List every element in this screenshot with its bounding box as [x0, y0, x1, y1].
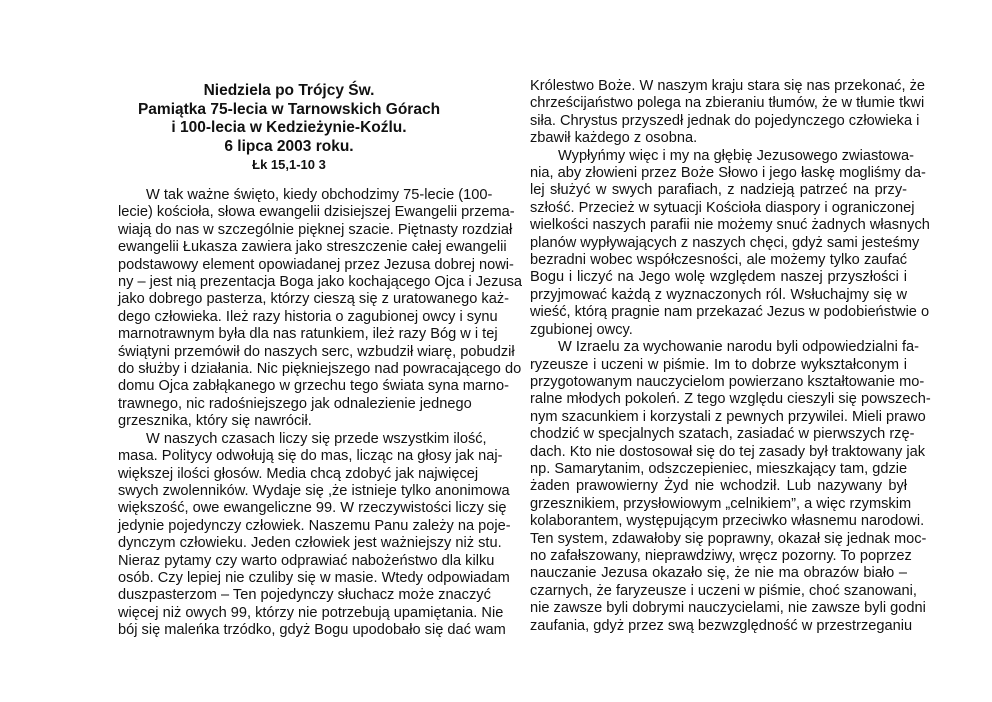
text-line: W Izraelu za wychowanie narodu byli odpowiedzialni fa-: [558, 339, 919, 356]
right-column: [530, 78, 931, 635]
text-line: nie zawsze byli dobrymi nauczycielami, nie zawsze byli godni: [530, 600, 926, 617]
left-column: [118, 82, 523, 640]
text-line: szłość. Przecież w sytuacji Kościoła diaspory i ograniczonej: [530, 199, 915, 216]
text-line: czarnych, że faryzeusze i uczeni w piśmie, choć szanowani,: [530, 582, 917, 599]
text-line: zgubionej owcy.: [530, 321, 633, 338]
text-line: chodzić w specjalnych szatach, zasiadać w pierwszych rzę-: [530, 426, 915, 443]
text-line: duszpasterzom – Ten pojedynczy słuchacz może znaczyć: [118, 587, 491, 604]
text-line: wiają do nas w szczególnie pięknej szacie. Piętnasty rozdział: [118, 221, 513, 238]
text-line: wielkości naszych parafii nie możemy snuć żadnych własnych: [530, 217, 930, 234]
left-column-text: [118, 187, 523, 640]
text-line: bój się maleńka trzódko, gdyż Bogu upodobało się dać wam: [118, 622, 506, 639]
text-line: większej ilości głosów. Media chcą zdobyć jak najwięcej: [118, 465, 479, 482]
text-line: ralne młodych pokoleń. Z tego względu cieszyli się powszech-: [530, 391, 931, 408]
text-line: nym szacunkiem i korzystali z pewnych przywilei. Mieli prawo: [530, 408, 926, 425]
text-line: W tak ważne święto, kiedy obchodzimy 75-lecie (100-: [146, 187, 493, 203]
text-line: osób. Czy lepiej nie czuliby się w masie. Wtedy odpowiadam: [118, 569, 510, 586]
text-line: grzesznika, który się nawrócił.: [118, 413, 312, 430]
right-column-text: [530, 78, 931, 635]
text-line: siła. Chrystus przyszedł jednak do pojedynczego człowieka i: [530, 112, 920, 129]
text-line: grzesznikiem, przysłowiowym „celnikiem”, a więc rzymskim: [530, 495, 912, 512]
text-line: do służby i działania. Nic piękniejszego nad powracającego do: [118, 361, 522, 378]
text-line: swych zwolenników. Wydaje się ,że istnieje tylko anonimowa: [118, 482, 510, 499]
text-line: np. Samarytanim, odszczepieniec, mieszkający tam, gdzie: [530, 460, 908, 477]
text-line: no zafałszowany, nieprawdziwy, wręcz pozorny. To poprzez: [530, 547, 912, 564]
text-line: bezradni wobec współczesności, ale możemy tylko zaufać: [530, 252, 907, 269]
text-line: domu Ojca zabłąkanego w grzechu tego świata syna marno-: [118, 378, 509, 395]
text-line: marnotrawnym była dla nas ratunkiem, ileż razy Bóg w i tej: [118, 326, 498, 343]
text-line: Królestwo Boże. W naszym kraju stara się nas przekonać, że: [530, 78, 926, 94]
text-line: ewangelii Łukasza zawiera jako streszczenie całej ewangelii: [118, 239, 507, 256]
text-line: Nieraz pytamy czy warto odprawiać nabożeństwo dla kilku: [118, 552, 495, 569]
text-line: świątyni przemówił do naszych serc, wzbudził wiarę, pobudził: [118, 343, 515, 360]
text-line: zbawił każdego z osobna.: [530, 130, 698, 147]
text-line: ryzeusze i uczeni w piśmie. Im to dobrze wykształconym i: [530, 356, 907, 373]
text-line: W naszych czasach liczy się przede wszystkim ilość,: [146, 430, 487, 447]
scripture-reference: Łk 15,1-10 3: [252, 157, 326, 172]
text-line: lecie) kościoła, słowa ewangelii dzisiejszej Ewangelii przema-: [118, 204, 515, 221]
text-line: zaufania, gdyż przez swą bezwzględność w przestrzeganiu: [530, 617, 913, 634]
text-line: podstawowy element opowiadanej przez Jezusa dobrej nowi-: [118, 256, 514, 273]
text-line: przyjmować każdą z wyznaczonych ról. Wsłuchajmy się w: [530, 286, 907, 303]
text-line: kolaborantem, występującym przeciwko własnemu narodowi.: [530, 513, 925, 530]
text-line: żaden prawowierny Żyd nie wchodził. Lub nazywany był: [530, 478, 907, 495]
text-line: dach. Kto nie dostosował się do tej zasady był traktowany jak: [530, 443, 926, 460]
text-line: przygotowanym nauczycielom powierzano kształtowanie mo-: [530, 373, 925, 390]
text-line: ny – jest nią prezentacja Boga jako kochającego Ojca i Jezusa: [118, 274, 523, 291]
text-line: więcej niż owych 99, którzy nie potrzebują upamiętania. Nie: [118, 604, 504, 621]
sermon-header: [118, 82, 460, 174]
text-line: planów wypływających z naszych chęci, gdyż sami jesteśmy: [530, 234, 920, 251]
text-line: trawnego, nic radośniejszego jak odnalezienie jednego: [118, 395, 472, 412]
text-line: chrześcijaństwo polega na zbieraniu tłumów, że w tłumie tkwi: [530, 95, 925, 112]
text-line: dego człowieka. Ileż razy historia o zagubionej owcy i synu: [118, 308, 498, 325]
text-line: Ten system, zdawałoby się poprawny, okazał się jednak moc-: [530, 530, 927, 547]
header-line: i 100-lecia w Kedzieżynie-Koźlu.: [171, 119, 407, 136]
text-line: Bogu i liczyć na Jego wolę względem naszej przyszłości i: [530, 269, 907, 286]
header-line: 6 lipca 2003 roku.: [224, 137, 354, 155]
text-line: lej służyć w swych parafiach, z nadzieją patrzeć na przy-: [530, 182, 907, 199]
text-line: Wypłyńmy więc i my na głębię Jezusowego zwiastowa-: [558, 147, 914, 164]
text-line: wieść, którą pragnie nam przekazać Jezus w podobieństwie o: [530, 304, 930, 321]
header-line: Pamiątka 75-lecia w Tarnowskich Górach: [137, 100, 441, 118]
header-line: Niedziela po Trójcy Św.: [203, 82, 375, 99]
text-line: dynczym człowieku. Jeden człowiek jest ważniejszy niż stu.: [118, 535, 502, 552]
text-line: jako dobrego pasterza, którzy cieszą się z uratowanego każ-: [118, 291, 509, 308]
text-line: masa. Politycy odwołują się do mas, licząc na głosy jak naj-: [118, 448, 503, 465]
text-line: jedynie pojedynczy człowiek. Naszemu Panu zależy na poje-: [118, 517, 511, 534]
text-line: większość, owe ewangeliczne 99. W rzeczywistości liczy się: [118, 500, 507, 517]
text-line: nauczanie Jezusa okazało się, że nie ma obrazów biało –: [530, 565, 907, 582]
text-line: nia, aby złowieni przez Boże Słowo i jego łaskę mogliśmy da-: [530, 165, 926, 182]
